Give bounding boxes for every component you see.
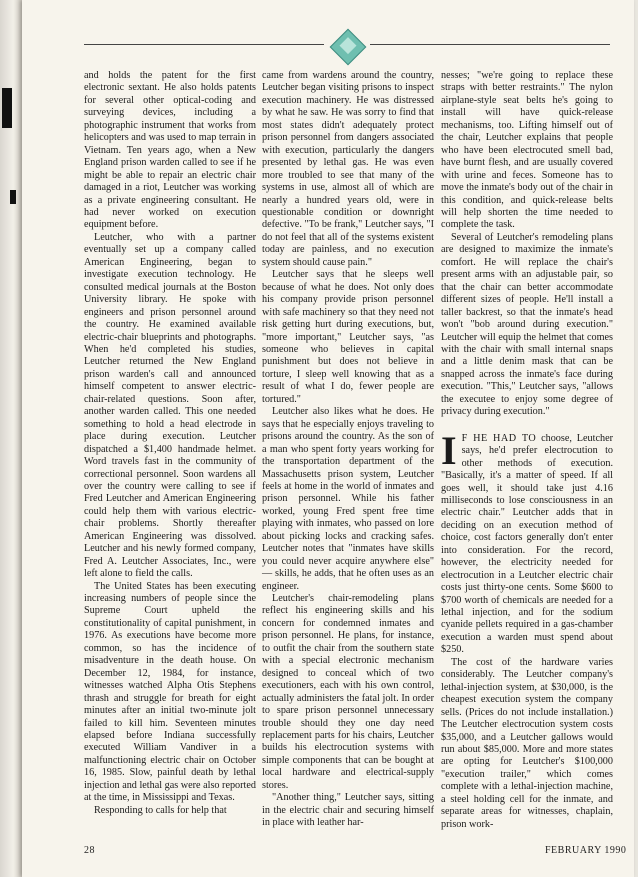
- paragraph: Several of Leutcher's remodeling plans are designed to maximize the inmate's comfort. He will replace the chair's present arms with an adjustable pair, so that the chair can better accommodate different sizes of people. He'll install a taller backrest, so that the inmate's head won't "bob around during execution." Leutcher will equip the helmet that comes with the chair with small internal snaps and a little denim mask that can be snapped across the inmate's face during execution. "This," Leutcher says, "allows the executee to enjoy some degree of privacy during execution.": [441, 231, 613, 418]
- binding-edge: [0, 0, 22, 877]
- drop-cap: I: [441, 427, 457, 473]
- paragraph: came from wardens around the country, Leutcher began visiting prisons to inspect execution machinery. He was distressed by what he saw. He was sorry to find that most states didn't adequately protect prison personnel from dangers associated with execution, particularly the dangers presented by lethal gas. He was even more troubled to see that many of the systems in use, almost all of which are nearly a hundred years old, were in questionable condition or downright defective. "To be frank," Leutcher says, "I do not feel that all of the systems existent today are painless, and no execution system should cause pain.": [262, 70, 434, 268]
- lead-in: F HE HAD TO: [461, 432, 537, 444]
- paragraph-text: choose, Leutcher says, he'd prefer electrocution to other methods of execution. "Basically, it's a matter of speed. If all goes well, it should take just 4.16 milliseconds to lose consciousness in an electric chair." Leutcher adds that in deciding on an execution method of choice, cost factors generally don't enter into consideration. For the record, however, the electricity needed for electrocution in a Leutcher electric chair costs just thirty-one cents. Some $600 to $700 worth of chemicals are needed for a lethal injection, and for the sodium cyanide pellets required in a gas-chamber execution a warden must spend about $250.: [441, 432, 613, 656]
- dropcap-paragraph: [441, 427, 613, 657]
- column-2: [262, 70, 434, 830]
- paragraph: The cost of the hardware varies considerably. The Leutcher company's lethal-injection system, at $30,000, is the cheapest execution system the company sells. (Prices do not include installation.) The Leutcher electrocution system costs $35,000, and a Leutcher gallows would run about $85,000. More and more states are opting for Leutcher's $100,000 "execution trailer," which comes complete with a lethal-injection machine, a steel holding cell for the inmate, and separate areas for witnesses, chaplain, prison work-: [441, 656, 613, 830]
- header-rule-left: [84, 44, 324, 45]
- paragraph: "Another thing," Leutcher says, sitting in the electric chair and securing himself in place with leather har-: [262, 792, 434, 829]
- paragraph: Leutcher also likes what he does. He says that he especially enjoys traveling to prisons around the country. As the son of a man who spent forty years working for the transportation department of the Massachusetts prison system, Leutcher feels at home in the world of inmates and prison personnel. While his father worked, young Fred spent free time playing with inmates, who passed on lore about picking locks and cracking safes. Leutcher notes that "inmates have skills you could never acquire anywhere else" — skills, he adds, that he often uses as an engineer.: [262, 406, 434, 592]
- paragraph: Leutcher's chair-remodeling plans reflect his engineering skills and his concern for condemned inmates and prison personnel. He plans, for instance, to outfit the chair from the southern state with a special electronic mechanism designed to conceal which of two executioners, each with his own control, actually administers the fatal jolt. In order to spare prison personnel unnecessary trouble should they one day need replacement parts for his chairs, Leutcher builds his electrocution systems with simple components that can be bought at local hardware and electrical-supply stores.: [262, 593, 434, 791]
- paragraph: nesses; "we're going to replace these straps with better restraints." The nylon airplane-style seat belts he's going to install will have quick-release mechanisms, too. Lifting himself out of the chair, Leutcher explains that people who have been electrocuted smell bad, have burnt flesh, and are usually covered with urine and feces. Someone has to move the inmate's body out of the chair in this condition, and quick-release belts will help shorten the time needed to complete the task.: [441, 70, 613, 231]
- column-3: [441, 70, 613, 831]
- paragraph: Leutcher, who with a partner eventually set up a company called American Engineering, began to investigate execution technology. He consulted medical journals at the Boston University library. He spoke with engineers and prison personnel around the country. He examined available electric-chair blueprints and photographs. When he'd completed his studies, Leutcher returned the New England prison warden's call and announced himself competent to answer electric-chair-related questions. Soon after, another warden called. This one needed something to hold a head electrode in place during execution. Leutcher dispatched a $1,400 handmade helmet. Word travels fast in the community of correctional personnel. Soon wardens all over the country were calling to see if Fred Leutcher and American Engineering could help them with various electric-chair problems. Shortly thereafter American Engineering was dissolved. Leutcher and his newly formed company, Fred A. Leutcher Associates, Inc., were left alone to field the calls.: [84, 231, 256, 580]
- diamond-ornament-icon: [330, 29, 367, 66]
- header-rule-right: [370, 44, 610, 45]
- paragraph: Responding to calls for help that: [94, 804, 227, 816]
- issue-date: FEBRUARY 1990: [545, 845, 627, 856]
- page-number: 28: [84, 845, 95, 856]
- paragraph: Leutcher says that he sleeps well because of what he does. Not only does his company provide prison personnel with safe machinery so that they need not risk getting hurt during executions, but, "more important," Leutcher says, "as someone who believes in capital punishment but does not believe in torture, I sleep well knowing that as a result of what I do, fewer people are tortured.": [262, 269, 434, 405]
- edge-mark: [10, 190, 16, 204]
- edge-mark: [2, 88, 12, 128]
- column-1: [84, 70, 256, 817]
- paragraph: and holds the patent for the first electronic sextant. He also holds patents for several other optical-coding and surveying devices, including a photographic instrument that works from helicopters and was used to map terrain in Vietnam. Ten years ago, when a New England prison warden called to see if he might be able to repair an electric chair damaged in a riot, Leutcher was working as a private engineering consultant. He had never worked on execution equipment before.: [84, 70, 256, 231]
- paragraph: The United States has been executing increasing numbers of people since the Supreme Court upheld the constitutionality of capital punishment, in 1976. As executions have become more common, so has the incidence of misadventure in the death house. On December 12, 1984, for instance, witnesses watched Alpha Otis Stephens thrash and struggle for breath for eight minutes after an initial two-minute jolt failed to kill him. Seventeen minutes elapsed before Indiana successfully executed William Vandiver in a malfunctioning electric chair on October 16, 1985. Slow, painful death by lethal injection and lethal gas were also reported at the time, in Mississippi and Texas.: [84, 580, 256, 804]
